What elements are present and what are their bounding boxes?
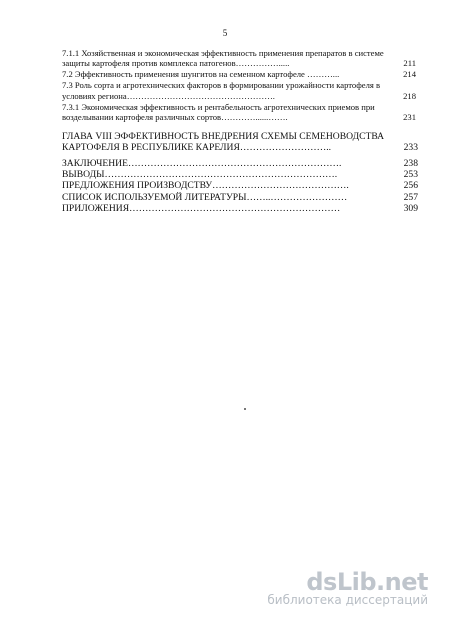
toc-entry-title: ВЫВОДЫ………………………………………………………………. [62, 169, 338, 181]
toc-entry-page: 214 [403, 69, 416, 80]
toc-chapter-title: ГЛАВА VIII ЭФФЕКТИВНОСТЬ ВНЕДРЕНИЯ СХЕМЫ СЕМЕНОВОДСТВА КАРТОФЕЛЯ В РЕСПУБЛИКЕ КАРЕЛИЯ……………………….. [62, 130, 385, 154]
toc-entry-page: 257 [403, 191, 418, 203]
watermark-subtitle: библиотека диссертаций [267, 593, 428, 607]
toc-entry-page: 231 [403, 111, 416, 122]
toc-entry-findings [62, 169, 418, 181]
toc-entry-title: ЗАКЛЮЧЕНИЕ…………………………………………………………. [62, 157, 342, 169]
watermark [267, 569, 428, 607]
toc-chapter-page: 233 [403, 142, 418, 154]
toc-entry-appendices [62, 203, 418, 215]
toc-entry-title: 7.2 Эффективность применения шунгитов на семенном картофеле ………... [62, 69, 340, 80]
toc-entry-page: 253 [403, 169, 418, 181]
toc-entry-proposals [62, 180, 418, 192]
toc-chapter-entry [62, 130, 418, 154]
toc-entry-page: 256 [403, 180, 418, 192]
toc-entry-title: ПРЕДЛОЖЕНИЯ ПРОИЗВОДСТВУ……………………………………. [62, 180, 349, 192]
table-of-contents [62, 48, 418, 215]
toc-entry [62, 69, 416, 80]
toc-entry [62, 80, 416, 101]
toc-entry-title: ПРИЛОЖЕНИЯ………………………………………………………… [62, 203, 341, 215]
watermark-logo: dsLib.net [306, 568, 428, 596]
toc-entry-page: 238 [403, 157, 418, 169]
toc-entry [62, 48, 416, 69]
toc-entry-title: СПИСОК ИСПОЛЬЗУЕМОЙ ЛИТЕРАТУРЫ……..…………………… [62, 191, 348, 203]
toc-entry [62, 101, 416, 123]
toc-entry-references [62, 191, 418, 203]
toc-entry-title: 7.1.1 Хозяйственная и экономическая эффективность применения препаратов в системе защиты картофеля против комплекса патогенов……………..... [62, 48, 384, 69]
toc-entry-conclusion [62, 157, 418, 169]
page-number: 5 [222, 28, 228, 38]
toc-entry-page: 309 [403, 203, 418, 215]
toc-entry-page: 218 [403, 90, 416, 101]
toc-entry-page: 211 [403, 58, 416, 69]
toc-entry-title: 7.3.1 Экономическая эффективность и рентабельность агротехнических приемов при возделывании картофеля различных сортов…………......……. [62, 101, 375, 122]
scan-dot [244, 408, 246, 410]
toc-entry-title: 7.3 Роль сорта и агротехнических факторов в формировании урожайности картофеля в условиях региона……………………………………………. [62, 80, 381, 101]
